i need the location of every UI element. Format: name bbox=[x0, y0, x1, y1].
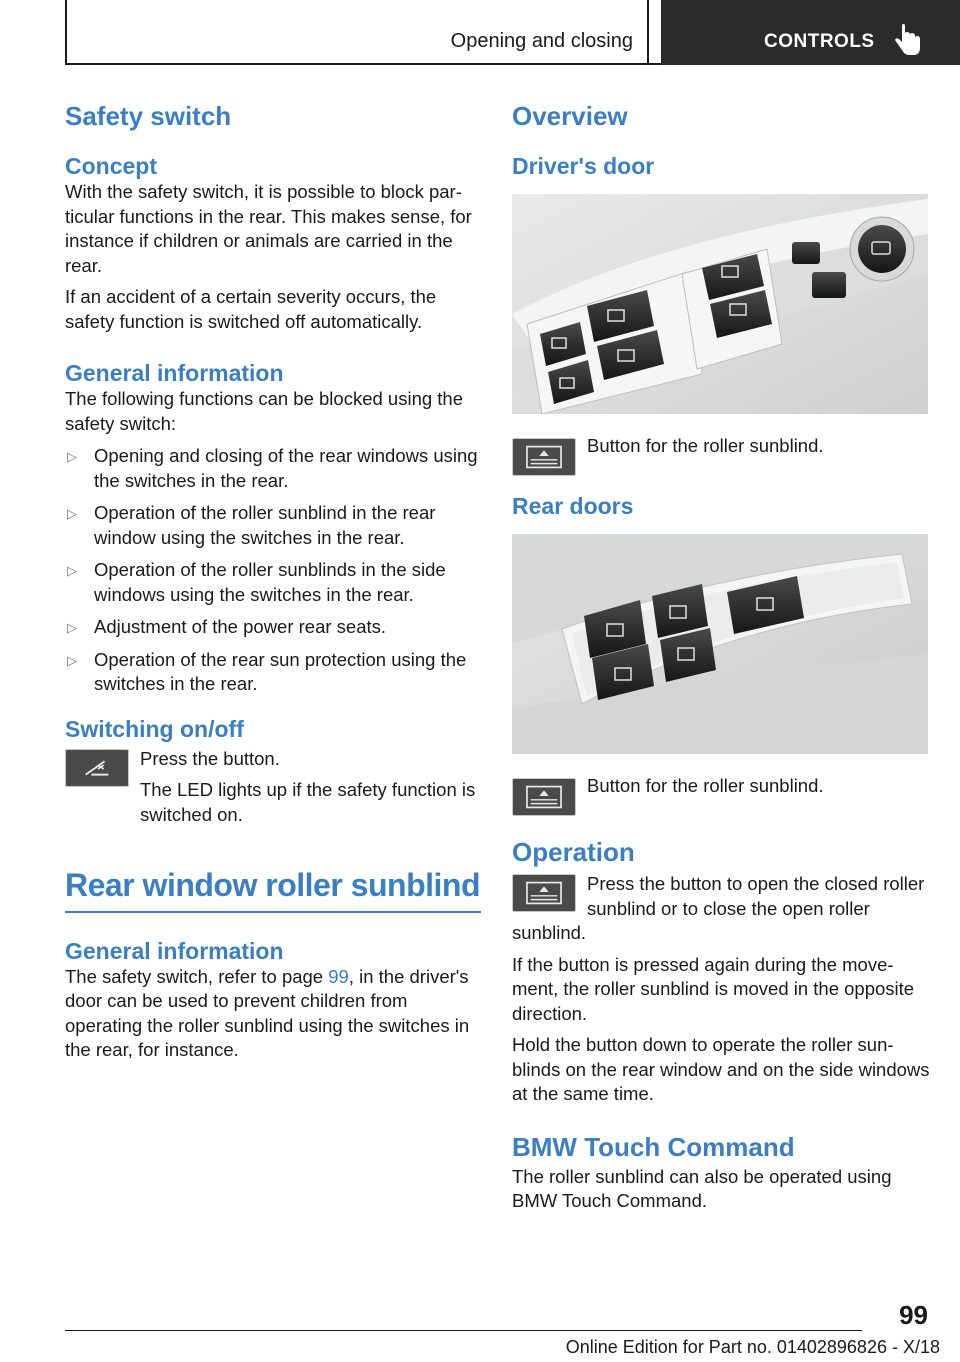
overview-title: Overview bbox=[512, 101, 628, 131]
list-item: ▷ Adjustment of the power rear seats. bbox=[65, 615, 481, 640]
switching-step: Press the button. bbox=[140, 747, 280, 769]
drivers-door-caption bbox=[512, 434, 930, 474]
triangle-bullet-icon: ▷ bbox=[67, 506, 77, 521]
list-item: ▷ Operation of the rear sun protection using the switches in the rear. bbox=[67, 648, 467, 694]
left-column bbox=[65, 100, 481, 1063]
operation-heading: Operation bbox=[512, 837, 635, 867]
switching-instructions bbox=[65, 747, 481, 828]
triangle-bullet-icon: ▷ bbox=[67, 449, 77, 464]
rear-door-switch-photo bbox=[512, 534, 928, 754]
header-section-tab bbox=[65, 0, 649, 65]
operation-paragraph-1: Press the button to open the closed roller sunblind or to close the open roller sunblind. bbox=[512, 873, 925, 943]
rear-doors-caption bbox=[512, 774, 930, 814]
drivers-door-caption-text: Button for the roller sunblind. bbox=[587, 435, 824, 456]
roller-sunblind-button-icon bbox=[512, 778, 576, 816]
bmw-touch-command-heading: BMW Touch Command bbox=[512, 1131, 795, 1162]
triangle-bullet-icon: ▷ bbox=[67, 652, 77, 668]
safety-switch-button-icon bbox=[65, 749, 129, 787]
footer-edition: Online Edition for Part no. 01402896826 - X/18 bbox=[565, 1337, 940, 1357]
roller-sunblind-button-icon bbox=[512, 874, 576, 912]
triangle-bullet-icon: ▷ bbox=[67, 563, 77, 578]
drivers-door-switch-photo bbox=[512, 194, 928, 414]
roller-general-paragraph: The safety switch, refer to page 99, in the driver's door can be used to prevent children from operating the roller sunblind using the switches in the rear, for instance. bbox=[65, 965, 470, 1060]
blocked-functions-list bbox=[65, 444, 481, 697]
list-item: ▷ Opening and closing of the rear windows using the switches in the rear. bbox=[67, 445, 478, 491]
header-chapter-title: CONTROLS bbox=[764, 31, 875, 52]
switching-on-off-heading: Switching on/off bbox=[65, 715, 244, 742]
header-chapter-tab bbox=[661, 0, 960, 65]
roller-general-information-heading: General information bbox=[65, 937, 284, 964]
triangle-bullet-icon: ▷ bbox=[67, 620, 77, 635]
concept-heading: Concept bbox=[65, 153, 157, 179]
safety-switch-title: Safety switch bbox=[65, 101, 232, 131]
operation-paragraph-2: If the button is pressed again during the movement, the roller sunblind is moved in the opposite direction. bbox=[512, 953, 915, 1024]
general-information-intro: The following functions can be blocked using the safety switch: bbox=[65, 388, 464, 434]
header-section-title: Opening and closing bbox=[450, 30, 633, 52]
rear-doors-heading: Rear doors bbox=[512, 493, 634, 519]
page-reference-link[interactable]: 99 bbox=[328, 965, 349, 987]
bmw-touch-command-paragraph: The roller sunblind can also be operated using BMW Touch Command. bbox=[512, 1165, 892, 1211]
operation-paragraph-3: Hold the button down to operate the roller sunblinds on the rear window and on the side windows at the same time. bbox=[512, 1034, 930, 1104]
roller-sunblind-button-icon bbox=[512, 438, 576, 476]
pointing-hand-icon bbox=[893, 24, 923, 58]
list-item: ▷ Operation of the roller sunblinds in the side windows using the switches in the rear. bbox=[67, 559, 446, 605]
rear-window-roller-sunblind-title: Rear window roller sunblind bbox=[65, 867, 480, 903]
switching-led-note: The LED lights up if the safety function is switched on. bbox=[140, 779, 476, 825]
concept-paragraph-2: If an accident of a certain severity occurs, the safety function is switched off automatically. bbox=[65, 286, 437, 332]
page-number: 99 bbox=[899, 1300, 928, 1330]
operation-block bbox=[512, 872, 930, 1107]
concept-paragraph-1: With the safety switch, it is possible to block particular functions in the rear. This makes sense, for instance if children or animals are carried in the rear. bbox=[65, 181, 472, 276]
rear-doors-caption-text: Button for the roller sunblind. bbox=[587, 775, 824, 796]
general-information-heading: General information bbox=[65, 360, 284, 386]
list-item: ▷ Operation of the roller sunblind in the rear window using the switches in the rear. bbox=[67, 502, 436, 548]
drivers-door-heading: Driver's door bbox=[512, 153, 655, 179]
section-rule bbox=[65, 911, 481, 913]
footer-rule bbox=[65, 1330, 862, 1331]
right-column bbox=[512, 100, 930, 1214]
